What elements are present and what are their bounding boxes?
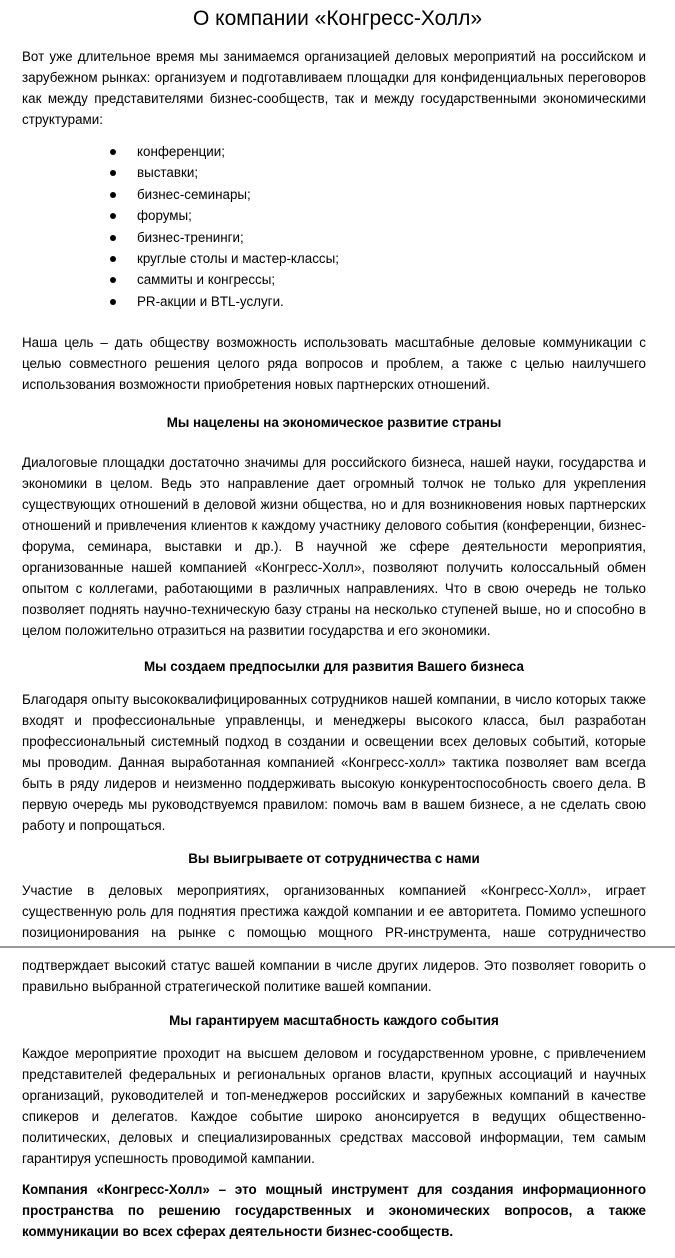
bullet-icon [110, 213, 116, 219]
conclusion-paragraph: Компания «Конгресс-Холл» – это мощный инструмент для создания информационного пространства по решению государственных и экономических вопросов, а также коммуникации во всех сферах деятельности бизнес-сообществ. [22, 1182, 646, 1239]
services-list [137, 141, 339, 312]
intro-paragraph: Вот уже длительное время мы занимаемся организацией деловых мероприятий на российском и зарубежном рынках: организуем и подготавливаем площадки для конфиденциальных переговоров как между представителями бизнес-сообществ, так и между государственными экономическими структурами: [22, 49, 646, 127]
page-break-divider [0, 946, 675, 948]
list-item: бизнес-семинары; [137, 184, 339, 205]
list-item: бизнес-тренинги; [137, 227, 339, 248]
section-paragraph: Диалоговые площадки достаточно значимы для российского бизнеса, нашей науки, государства и экономики в целом. Ведь это направление дает огромный толчок не только для укрепления существующих отношений в деловой жизни общества, но и для возникновения новых партнерских отношений и привлечения клиентов к каждому участнику делового события (конференции, бизнес-форума, семинара, выставки и др.). В научной же сфере деятельности мероприятия, организованные нашей компанией «Конгресс-Холл», позволяют получить колоссальный обмен опытом с коллегами, работающими в различных направлениях. Что в свою очередь не только позволяет поднять научно-техническую базу страны на несколько ступеней выше, но и способно в целом положительно отразиться на развитии государства и его экономики. [22, 455, 646, 638]
list-item: круглые столы и мастер-классы; [137, 248, 339, 269]
list-item: саммиты и конгрессы; [137, 269, 339, 290]
section-paragraph-continued: подтверждает высокий статус вашей компании в числе других лидеров. Это позволяет говорить о правильно выбранной стратегической политике вашей компании. [22, 958, 646, 994]
section-heading: Мы гарантируем масштабность каждого события [169, 1013, 499, 1028]
list-item: PR-акции и BTL-услуги. [137, 291, 339, 312]
list-item: форумы; [137, 205, 339, 226]
section-paragraph: Благодаря опыту высококвалифицированных сотрудников нашей компании, в число которых также входят и профессиональные управленцы, и менеджеры высокого класса, был разработан профессиональный системный подход в создании и освещении всех деловых событий, которые мы проводим. Данная выработанная компанией «Конгресс-холл» тактика позволяет вам всегда быть в ряду лидеров и неизменно поддерживать высокую конкурентоспособность своего дела. В первую очередь мы руководствуемся правилом: помочь вам в вашем бизнесе, а не сделать свою работу и попрощаться. [22, 692, 646, 833]
section-paragraph: Участие в деловых мероприятиях, организованных компанией «Конгресс-Холл», играет существенную роль для поднятия престижа каждой компании и ее авторитета. Помимо успешного позиционирования на рынке с помощью мощного PR-инструмента, наше сотрудничество [22, 883, 646, 940]
section-heading: Мы создаем предпосылки для развития Вашего бизнеса [144, 659, 524, 674]
section-heading: Вы выигрываете от сотрудничества с нами [188, 851, 480, 866]
bullet-icon [110, 235, 116, 241]
bullet-icon [110, 149, 116, 155]
list-item: выставки; [137, 162, 339, 183]
goal-paragraph: Наша цель – дать обществу возможность использовать масштабные деловые коммуникации с целью совместного решения целого ряда вопросов и проблем, а также с целью наилучшего использования возможности приобретения новых партнерских отношений. [22, 335, 646, 392]
list-item: конференции; [137, 141, 339, 162]
bullet-icon [110, 170, 116, 176]
bullet-icon [110, 277, 116, 283]
page-title: О компании «Конгресс-Холл» [192, 7, 483, 30]
bullet-icon [110, 256, 116, 262]
bullet-icon [110, 299, 116, 305]
bullet-icon [110, 192, 116, 198]
section-paragraph: Каждое мероприятие проходит на высшем деловом и государственном уровне, с привлечением представителей федеральных и региональных органов власти, крупных ассоциаций и научных организаций, руководителей и топ-менеджеров российских и зарубежных компаний в качестве спикеров и делегатов. Каждое событие широко анонсируется в ведущих общественно-политических, деловых и специализированных средствах массовой информации, тем самым гарантируя успешность проводимой кампании. [22, 1046, 646, 1166]
section-heading: Мы нацелены на экономическое развитие страны [166, 415, 502, 430]
